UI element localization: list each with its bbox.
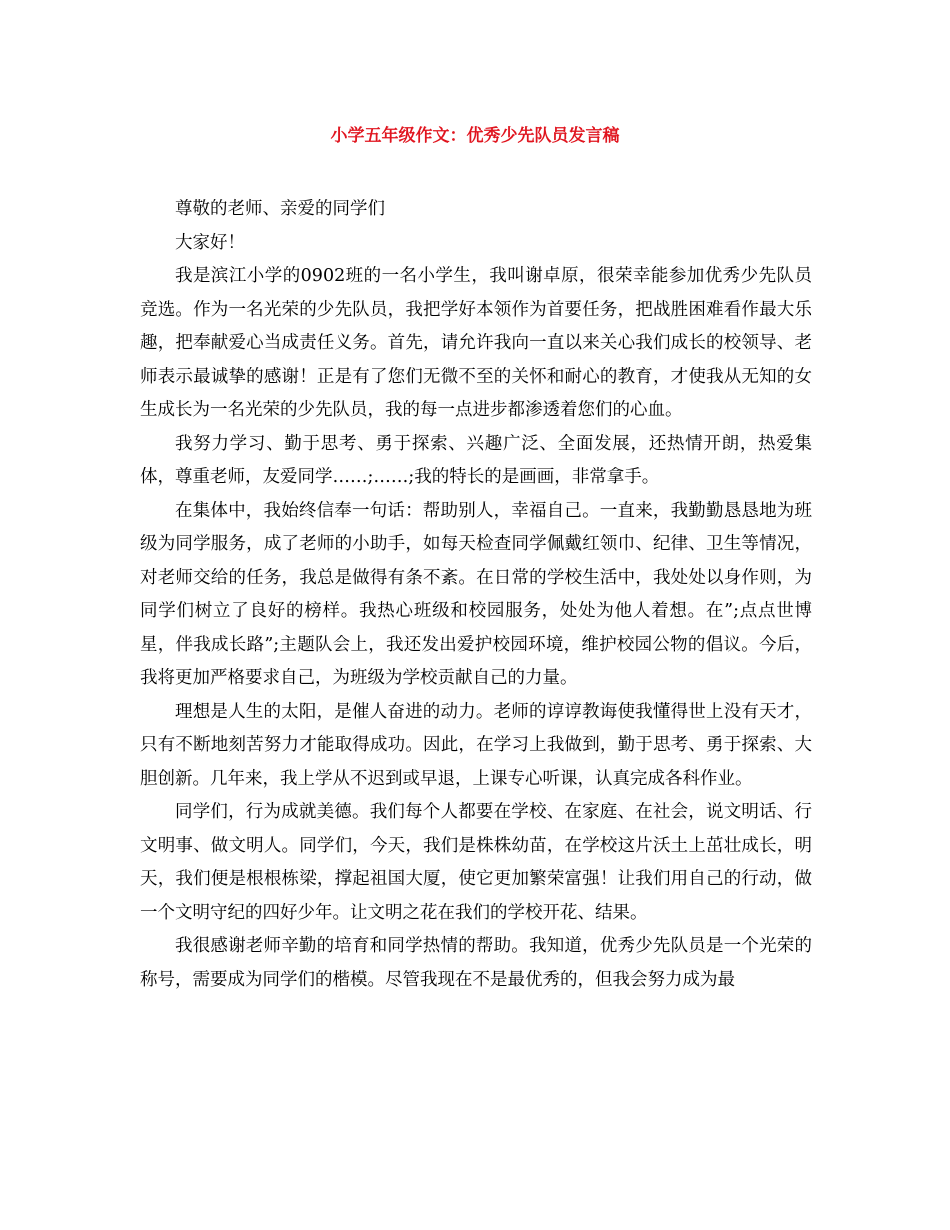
greeting-line: 尊敬的老师、亲爱的同学们 xyxy=(175,199,385,219)
paragraph: 我很感谢老师辛勤的培育和同学热情的帮助。我知道，优秀少先队员是一个光荣的称号，需要成为同学们的楷模。尽管我现在不是最优秀的，但我会努力成为最 xyxy=(140,936,812,990)
paragraph: 同学们，行为成就美德。我们每个人都要在学校、在家庭、在社会，说文明话、行文明事、做文明人。同学们，今天，我们是株株幼苗，在学校这片沃土上茁壮成长，明天，我们便是根根栋梁，撑起祖国大厦，使它更加繁荣富强！让我们用自己的行动，做一个文明守纪的四好少年。让文明之花在我们的学校开花、结果。 xyxy=(140,802,812,923)
paragraph: 我努力学习、勤于思考、勇于探索、兴趣广泛、全面发展，还热情开朗，热爱集体，尊重老师，友爱同学……;……;我的特长的是画画，非常拿手。 xyxy=(140,433,812,487)
paragraph: 我是滨江小学的0902班的一名小学生，我叫谢卓原，很荣幸能参加优秀少先队员竞选。作为一名光荣的少先队员，我把学好本领作为首要任务，把战胜困难看作最大乐趣，把奉献爱心当成责任义务。首先，请允许我向一直以来关心我们成长的校领导、老师表示最诚挚的感谢！正是有了您们无微不至的关怀和耐心的教育，才使我从无知的女生成长为一名光荣的少先队员，我的每一点进步都渗透着您们的心血。 xyxy=(140,266,812,420)
paragraph: 理想是人生的太阳，是催人奋进的动力。老师的谆谆教诲使我懂得世上没有天才，只有不断地刻苦努力才能取得成功。因此，在学习上我做到，勤于思考、勇于探索、大胆创新。几年来，我上学从不迟到或早退，上课专心听课，认真完成各科作业。 xyxy=(140,701,812,789)
salutation-line: 大家好！ xyxy=(175,232,245,253)
paragraph: 在集体中，我始终信奉一句话：帮助别人，幸福自己。一直来，我勤勤恳恳地为班级为同学服务，成了老师的小助手，如每天检查同学佩戴红领巾、纪律、卫生等情况，对老师交给的任务，我总是做得有条不紊。在日常的学校生活中，我处处以身作则，为同学们树立了良好的榜样。我热心班级和校园服务，处处为他人着想。在”;点点世博星，伴我成长路”;主题队会上，我还发出爱护校园环境，维护校园公物的倡议。今后，我将更加严格要求自己，为班级为学校贡献自己的力量。 xyxy=(140,500,812,688)
page-title: 小学五年级作文：优秀少先队员发言稿 xyxy=(330,126,620,146)
document-body xyxy=(140,193,812,997)
